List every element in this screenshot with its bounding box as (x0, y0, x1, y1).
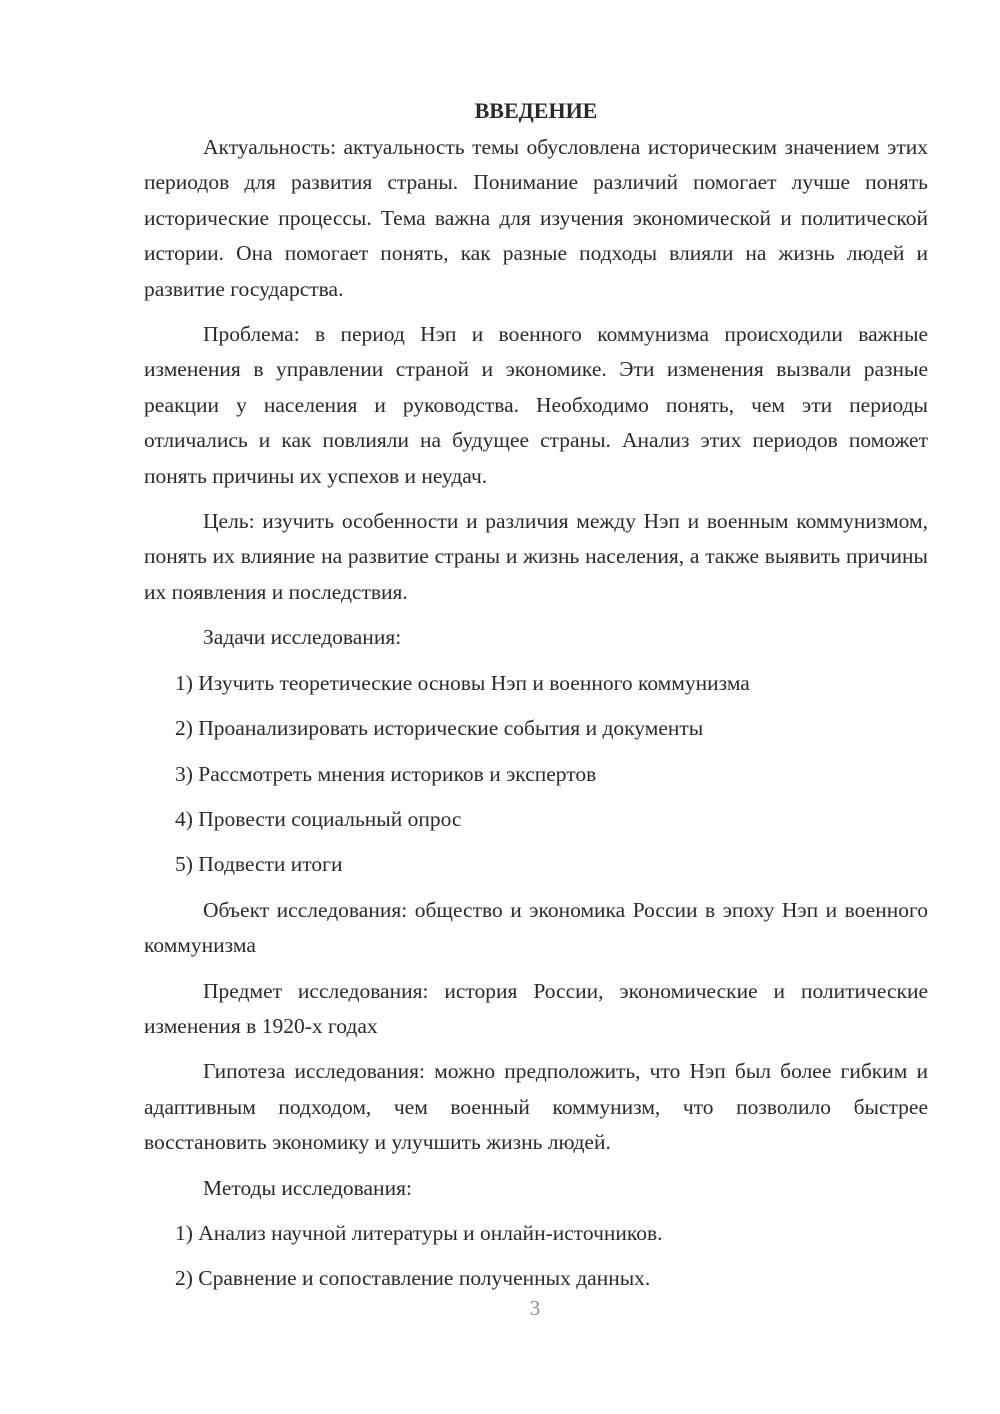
task-item: 2) Проанализировать исторические события и документы (175, 716, 704, 741)
problem-paragraph: Проблема: в период Нэп и военного коммунизма происходили важные изменения в управлении страной и экономике. Эти изменения вызвали разные реакции у населения и руководства. Необходимо понять, чем эти периоды отличались и как повлияли на будущее страны. Анализ этих периодов поможет понять причины их успехов и неудач. (144, 322, 928, 488)
tasks-heading: Задачи исследования: (203, 625, 402, 650)
task-item: 3) Рассмотреть мнения историков и экспертов (175, 761, 597, 786)
task-item: 4) Провести социальный опрос (175, 806, 462, 831)
page-content (144, 96, 928, 1307)
goal-paragraph: Цель: изучить особенности и различия между Нэп и военным коммунизмом, понять их влияние на развитие страны и жизнь населения, а также выявить причины их появления и последствия. (144, 509, 928, 604)
method-item: 2) Сравнение и сопоставление полученных данных. (175, 1266, 651, 1291)
task-item: 1) Изучить теоретические основы Нэп и военного коммунизма (175, 670, 750, 695)
subject-paragraph: Предмет исследования: история России, экономические и политические изменения в 1920-х годах (144, 978, 928, 1038)
object-paragraph: Объект исследования: общество и экономика России в эпоху Нэп и военного коммунизма (144, 897, 928, 958)
method-item: 1) Анализ научной литературы и онлайн-источников. (175, 1220, 663, 1245)
hypothesis-paragraph: Гипотеза исследования: можно предположить, что Нэп был более гибким и адаптивным подходом, чем военный коммунизм, что позволило быстрее восстановить экономику и улучшить жизнь людей. (144, 1059, 928, 1155)
relevance-paragraph: Актуальность: актуальность темы обусловлена историческим значением этих периодов для развития страны. Понимание различий помогает лучше понять исторические процессы. Тема важна для изучения экономической и политической истории. Она помогает понять, как разные подходы влияли на жизнь людей и развитие государства. (144, 135, 928, 301)
page-number: 3 (529, 1296, 541, 1320)
page-title: ВВЕДЕНИЕ (474, 98, 598, 123)
methods-heading: Методы исследования: (203, 1175, 412, 1200)
task-item: 5) Подвести итоги (175, 852, 343, 877)
